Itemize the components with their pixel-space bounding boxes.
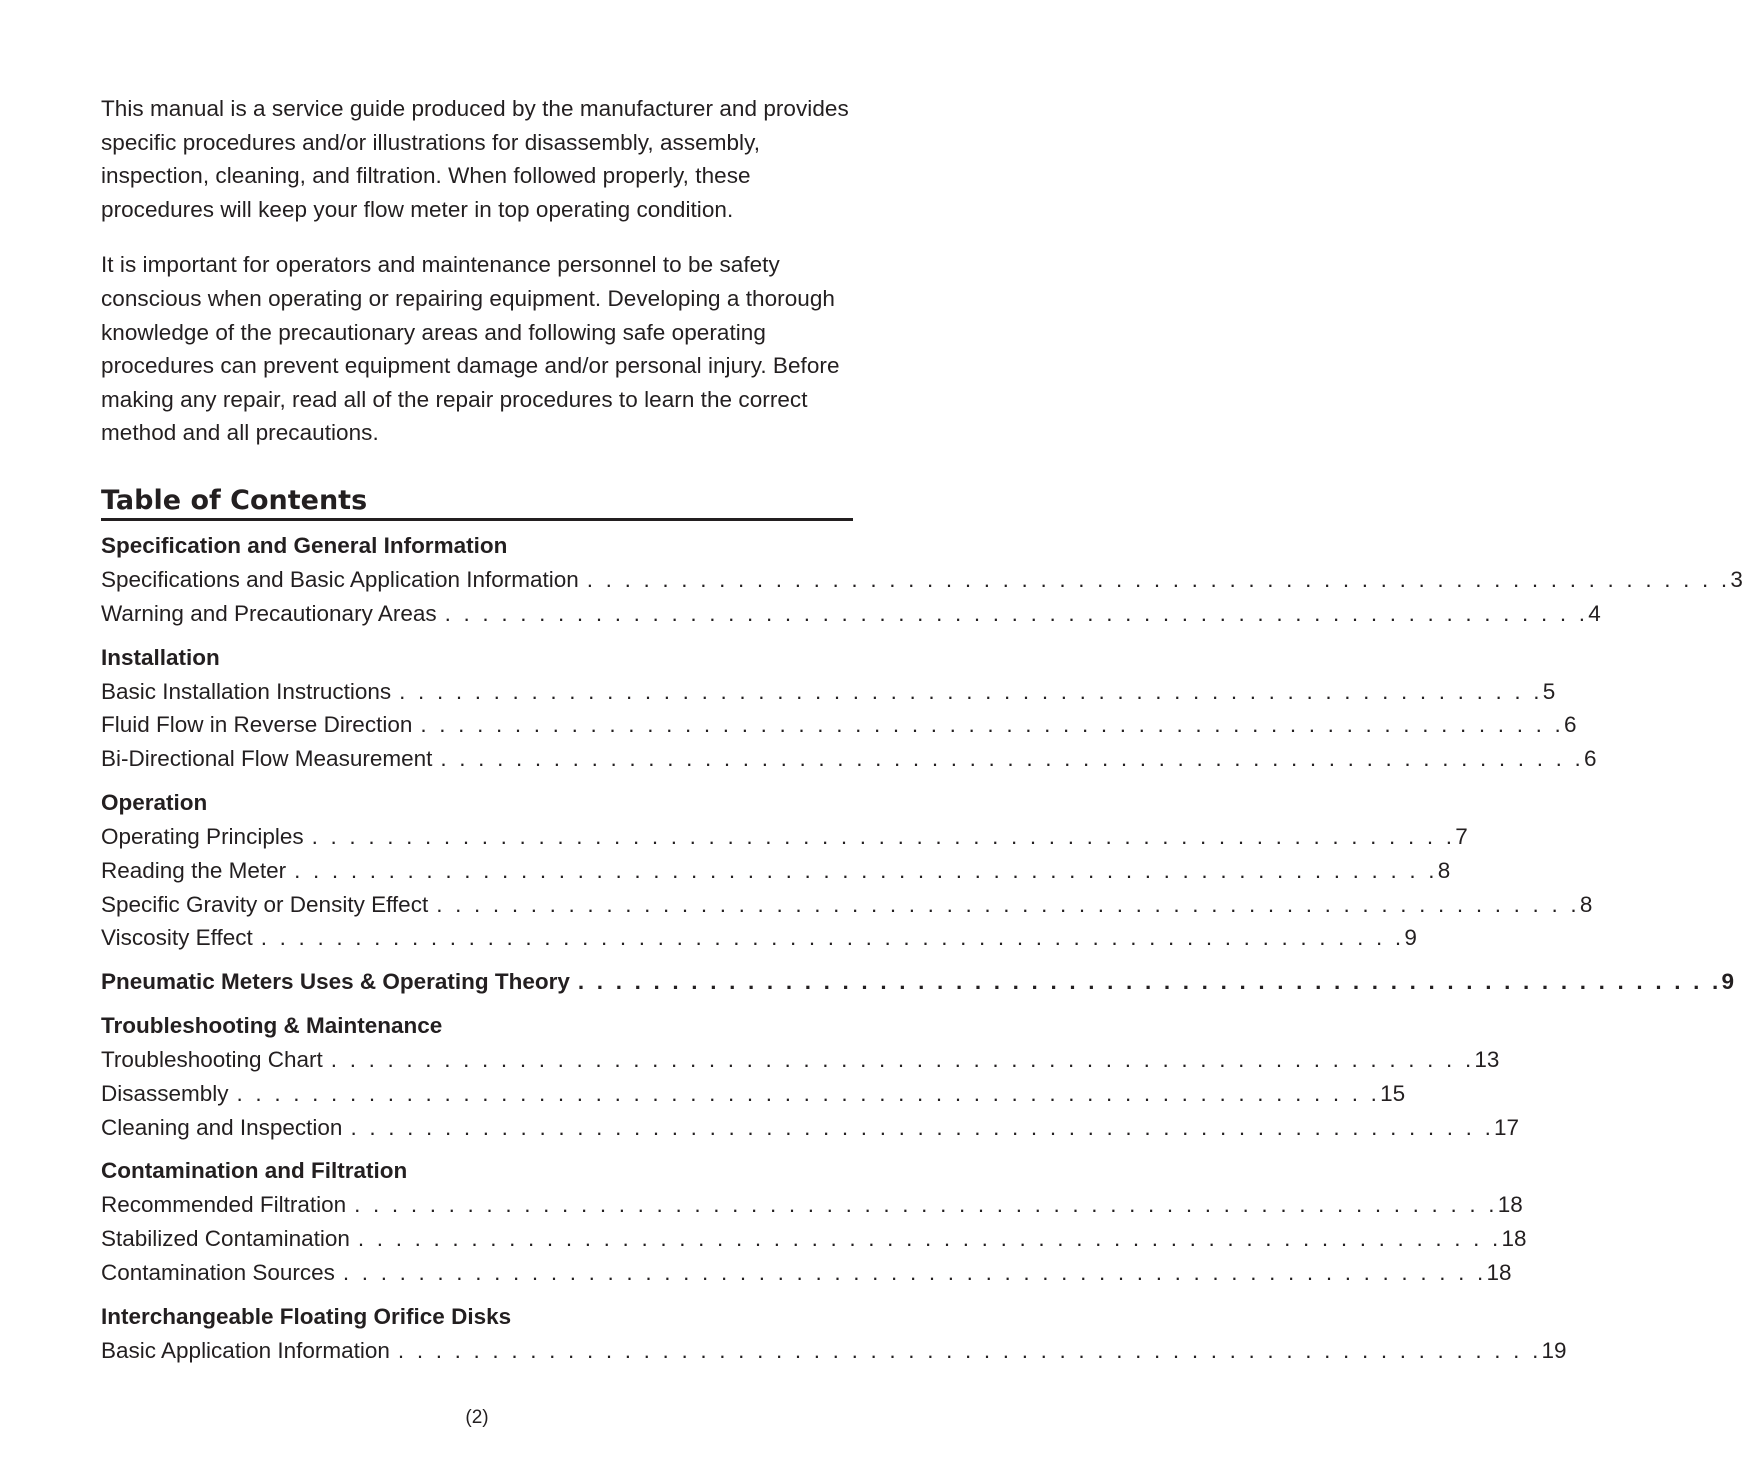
toc-section-heading: Contamination and Filtration: [101, 1158, 408, 1184]
toc-entry-page: 4: [1588, 600, 1601, 626]
dot-leader: . . . . . . . . . . . . . . . . . . . . . . . . . . . . . . . . . . . . . . . . . . . . . . . . . . . . . . . . . . . . .: [354, 1192, 1498, 1218]
dot-leader: . . . . . . . . . . . . . . . . . . . . . . . . . . . . . . . . . . . . . . . . . . . . . . . . . . . . . . . . . . . . .: [350, 1114, 1495, 1140]
toc-entry-label: Basic Application Information: [101, 1337, 390, 1363]
toc-section-installation: [101, 641, 1597, 776]
intro-paragraph-1: This manual is a service guide produced by the manufacturer and provides specific procedures and/or illustrations for disassembly, assembly, inspection, cleaning, and filtration. When followed properly, these procedures will keep your flow meter in top operating condition.: [101, 96, 849, 222]
toc-entry[interactable]: [101, 742, 1597, 776]
toc-title: Table of Contents: [101, 484, 853, 521]
toc-entry-label: Specifications and Basic Application Information: [101, 566, 579, 592]
toc-entry-page: 5: [1542, 678, 1556, 704]
manual-page: [101, 92, 1743, 1377]
toc-section-heading: Troubleshooting & Maintenance: [101, 1012, 443, 1038]
toc-section-troubleshooting: [101, 1009, 1520, 1144]
toc-section-heading: Operation: [101, 789, 208, 815]
dot-leader: . . . . . . . . . . . . . . . . . . . . . . . . . . . . . . . . . . . . . . . . . . . . . . . . . . . . . . . . . . . . .: [440, 746, 1584, 772]
toc-entry-label: Cleaning and Inspection: [101, 1114, 343, 1140]
toc-section-operation: [101, 786, 1593, 955]
toc-entry-page: 8: [1437, 857, 1451, 883]
toc-entry[interactable]: [101, 820, 1468, 854]
toc-entry-page: 3: [1730, 566, 1743, 592]
toc-entry-label: Disassembly: [101, 1080, 229, 1106]
toc-entry-page: 7: [1455, 823, 1468, 849]
dot-leader: . . . . . . . . . . . . . . . . . . . . . . . . . . . . . . . . . . . . . . . . . . . . . . . . . . . . . . . . . . . . .: [586, 566, 1731, 592]
toc-entry-page: 18: [1501, 1226, 1527, 1252]
toc-entry-label: Reading the Meter: [101, 857, 287, 883]
toc-entry[interactable]: [101, 1111, 1520, 1145]
toc-entry[interactable]: [101, 1334, 1567, 1368]
toc-entry[interactable]: [101, 1256, 1512, 1290]
toc-entry-page: 8: [1579, 891, 1593, 917]
toc-entry-label: Specific Gravity or Density Effect: [101, 891, 429, 917]
toc-entry-page: 17: [1494, 1114, 1520, 1140]
dot-leader: . . . . . . . . . . . . . . . . . . . . . . . . . . . . . . . . . . . . . . . . . . . . . . . . . . . . . . . . . . . . .: [399, 678, 1543, 704]
toc-entry[interactable]: [101, 1188, 1523, 1222]
toc-section-specification: [101, 529, 1743, 631]
toc-entry[interactable]: [101, 597, 1601, 631]
toc-section-heading: Interchangeable Floating Orifice Disks: [101, 1303, 512, 1329]
toc-entry-label: Viscosity Effect: [101, 925, 253, 951]
toc-entry[interactable]: [101, 675, 1556, 709]
dot-leader: . . . . . . . . . . . . . . . . . . . . . . . . . . . . . . . . . . . . . . . . . . . . . . . . . . . . . . . . . . . . .: [342, 1259, 1487, 1285]
toc-section-contamination: [101, 1154, 1527, 1289]
toc-entry[interactable]: [101, 921, 1417, 955]
dot-leader: . . . . . . . . . . . . . . . . . . . . . . . . . . . . . . . . . . . . . . . . . . . . . . . . . . . . . . . . . . . . .: [236, 1080, 1381, 1106]
dot-leader: . . . . . . . . . . . . . . . . . . . . . . . . . . . . . . . . . . . . . . . . . . . . . . . . . . . . . . . . . . . . .: [444, 600, 1589, 626]
toc-entry[interactable]: [101, 888, 1593, 922]
toc-section-heading: Specification and General Information: [101, 532, 508, 558]
toc-entry[interactable]: [101, 563, 1743, 597]
toc-entry-page: 15: [1380, 1080, 1406, 1106]
toc-entry-page: 18: [1497, 1192, 1523, 1218]
toc-entry-label: Troubleshooting Chart: [101, 1046, 323, 1072]
dot-leader: . . . . . . . . . . . . . . . . . . . . . . . . . . . . . . . . . . . . . . . . . . . . . . . . . . . . . . . . . . . . .: [577, 969, 1722, 995]
toc-entry-label: Basic Installation Instructions: [101, 678, 392, 704]
dot-leader: . . . . . . . . . . . . . . . . . . . . . . . . . . . . . . . . . . . . . . . . . . . . . . . . . . . . . . . . . . . . .: [420, 712, 1564, 738]
intro-paragraph-2: It is important for operators and maintenance personnel to be safety conscious when operating or repairing equipment. Developing a thorough knowledge of the precautionary areas and following safe operating procedures can prevent equipment damage and/or personal injury. Before making any repair, read all of the repair procedures to learn the correct method and all precautions.: [101, 252, 840, 446]
toc-entry[interactable]: [101, 854, 1451, 888]
toc-entry-page: 13: [1474, 1046, 1500, 1072]
toc-entry-page: 18: [1486, 1259, 1512, 1285]
toc-entry-label: Fluid Flow in Reverse Direction: [101, 712, 413, 738]
toc-entry[interactable]: [101, 708, 1577, 742]
toc-entry-page: 6: [1563, 712, 1577, 738]
toc-entry-label: Warning and Precautionary Areas: [101, 600, 437, 626]
dot-leader: . . . . . . . . . . . . . . . . . . . . . . . . . . . . . . . . . . . . . . . . . . . . . . . . . . . . . . . . . . . . .: [397, 1337, 1542, 1363]
dot-leader: . . . . . . . . . . . . . . . . . . . . . . . . . . . . . . . . . . . . . . . . . . . . . . . . . . . . . . . . . . . . .: [436, 891, 1580, 917]
dot-leader: . . . . . . . . . . . . . . . . . . . . . . . . . . . . . . . . . . . . . . . . . . . . . . . . . . . . . . . . . . . . .: [260, 925, 1405, 951]
toc-entry-bold[interactable]: [101, 965, 1735, 999]
toc-entry-label: Contamination Sources: [101, 1259, 335, 1285]
dot-leader: . . . . . . . . . . . . . . . . . . . . . . . . . . . . . . . . . . . . . . . . . . . . . . . . . . . . . . . . . . . . .: [294, 857, 1438, 883]
dot-leader: . . . . . . . . . . . . . . . . . . . . . . . . . . . . . . . . . . . . . . . . . . . . . . . . . . . . . . . . . . . . .: [330, 1046, 1475, 1072]
table-of-contents: [101, 529, 1743, 1368]
toc-section-pneumatic: [101, 965, 1735, 999]
dot-leader: . . . . . . . . . . . . . . . . . . . . . . . . . . . . . . . . . . . . . . . . . . . . . . . . . . . . . . . . . . . . .: [357, 1226, 1502, 1252]
toc-entry-page: 9: [1404, 925, 1417, 951]
toc-entry-page: 19: [1541, 1337, 1567, 1363]
toc-entry-page: 9: [1721, 969, 1735, 995]
toc-entry-label: Bi-Directional Flow Measurement: [101, 746, 433, 772]
toc-entry-label: Recommended Filtration: [101, 1192, 347, 1218]
toc-entry-page: 6: [1583, 746, 1597, 772]
toc-entry-label: Operating Principles: [101, 823, 304, 849]
toc-entry-label: Stabilized Contamination: [101, 1226, 350, 1252]
toc-section-orifice-disks: [101, 1300, 1567, 1368]
toc-section-heading: Installation: [101, 644, 220, 670]
toc-entry[interactable]: [101, 1043, 1500, 1077]
dot-leader: . . . . . . . . . . . . . . . . . . . . . . . . . . . . . . . . . . . . . . . . . . . . . . . . . . . . . . . . . . . . .: [311, 823, 1456, 849]
toc-entry-label: Pneumatic Meters Uses & Operating Theory: [101, 969, 570, 995]
toc-entry[interactable]: [101, 1077, 1406, 1111]
page-number: (2): [465, 1407, 489, 1428]
toc-entry[interactable]: [101, 1222, 1527, 1256]
